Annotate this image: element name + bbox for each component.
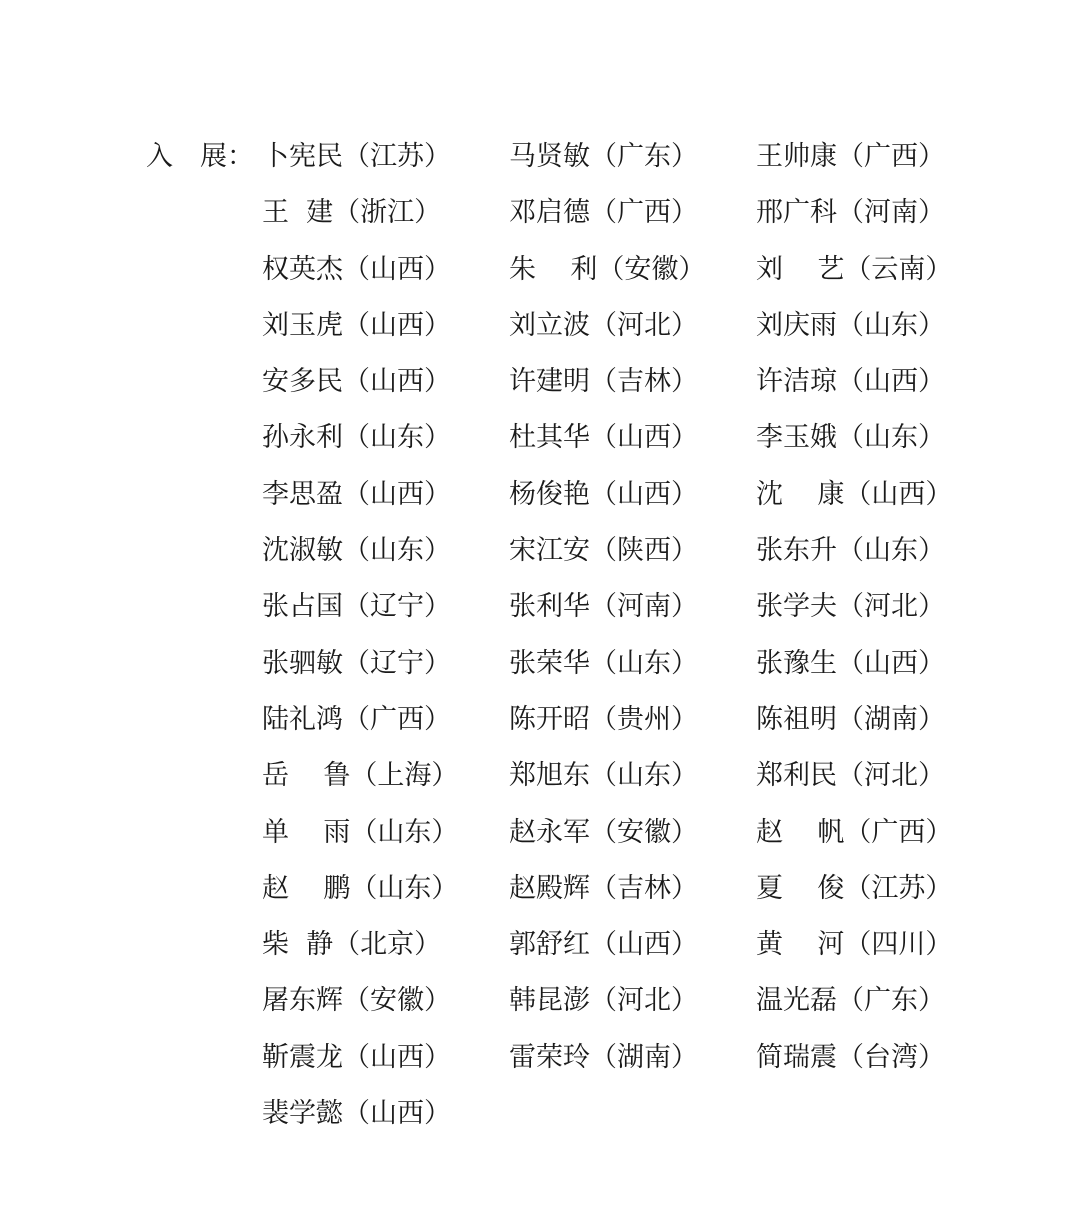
name-entry: 雷荣玲（湖南）	[509, 1041, 698, 1073]
name-entry: 许洁琼（山西）	[756, 366, 945, 398]
name-entry: 张占国（辽宁）	[262, 591, 451, 623]
name-entry: 屠东辉（安徽）	[262, 985, 451, 1017]
name-entry: 刘玉虎（山西）	[262, 309, 451, 341]
name-entry: 柴 静（北京）	[262, 929, 442, 961]
section-label: 入 展：	[146, 141, 254, 172]
name-entry: 杜其华（山西）	[509, 422, 698, 454]
name-entry: 夏 俊（江苏）	[756, 872, 953, 904]
name-entry: 王帅康（广西）	[756, 141, 945, 172]
name-entry: 沈 康（山西）	[756, 478, 953, 510]
name-entry: 杨俊艳（山西）	[509, 478, 698, 510]
name-entry: 刘 艺（云南）	[756, 253, 953, 285]
name-entry: 陈开昭（贵州）	[509, 703, 698, 735]
name-entry: 刘立波（河北）	[509, 309, 698, 341]
name-entry: 权英杰（山西）	[262, 253, 451, 285]
name-entry: 邓启德（广西）	[509, 197, 698, 229]
name-entry: 许建明（吉林）	[509, 366, 698, 398]
name-entry: 裴学懿（山西）	[262, 1098, 451, 1130]
name-entry: 郭舒红（山西）	[509, 929, 698, 961]
name-entry: 岳 鲁（上海）	[262, 760, 459, 792]
name-entry: 简瑞震（台湾）	[756, 1041, 945, 1073]
name-entry: 邢广科（河南）	[756, 197, 945, 229]
name-entry: 卜宪民（江苏）	[262, 141, 451, 172]
name-entry: 张驷敏（辽宁）	[262, 647, 451, 679]
name-entry: 张东升（山东）	[756, 535, 945, 567]
name-entry: 李思盈（山西）	[262, 478, 451, 510]
name-entry: 王 建（浙江）	[262, 197, 442, 229]
name-entry: 郑利民（河北）	[756, 760, 945, 792]
name-entry: 李玉娥（山东）	[756, 422, 945, 454]
name-entry: 朱 利（安徽）	[509, 253, 706, 285]
name-entry: 靳震龙（山西）	[262, 1041, 451, 1073]
name-entry: 张利华（河南）	[509, 591, 698, 623]
name-entry: 张豫生（山西）	[756, 647, 945, 679]
name-entry: 韩昆澎（河北）	[509, 985, 698, 1017]
name-entry: 陆礼鸿（广西）	[262, 703, 451, 735]
name-entry: 陈祖明（湖南）	[756, 703, 945, 735]
name-list	[262, 136, 962, 1149]
name-entry: 赵永军（安徽）	[509, 816, 698, 848]
name-entry: 安多民（山西）	[262, 366, 451, 398]
name-entry: 黄 河（四川）	[756, 929, 953, 961]
name-entry: 赵 帆（广西）	[756, 816, 953, 848]
name-entry: 宋江安（陕西）	[509, 535, 698, 567]
name-entry: 单 雨（山东）	[262, 816, 459, 848]
name-entry: 赵殿辉（吉林）	[509, 872, 698, 904]
name-entry: 温光磊（广东）	[756, 985, 945, 1017]
name-entry: 刘庆雨（山东）	[756, 309, 945, 341]
name-entry: 张荣华（山东）	[509, 647, 698, 679]
name-entry: 张学夫（河北）	[756, 591, 945, 623]
name-entry: 孙永利（山东）	[262, 422, 451, 454]
name-entry: 沈淑敏（山东）	[262, 535, 451, 567]
name-entry: 郑旭东（山东）	[509, 760, 698, 792]
name-entry: 赵 鹏（山东）	[262, 872, 459, 904]
name-entry: 马贤敏（广东）	[509, 141, 698, 172]
